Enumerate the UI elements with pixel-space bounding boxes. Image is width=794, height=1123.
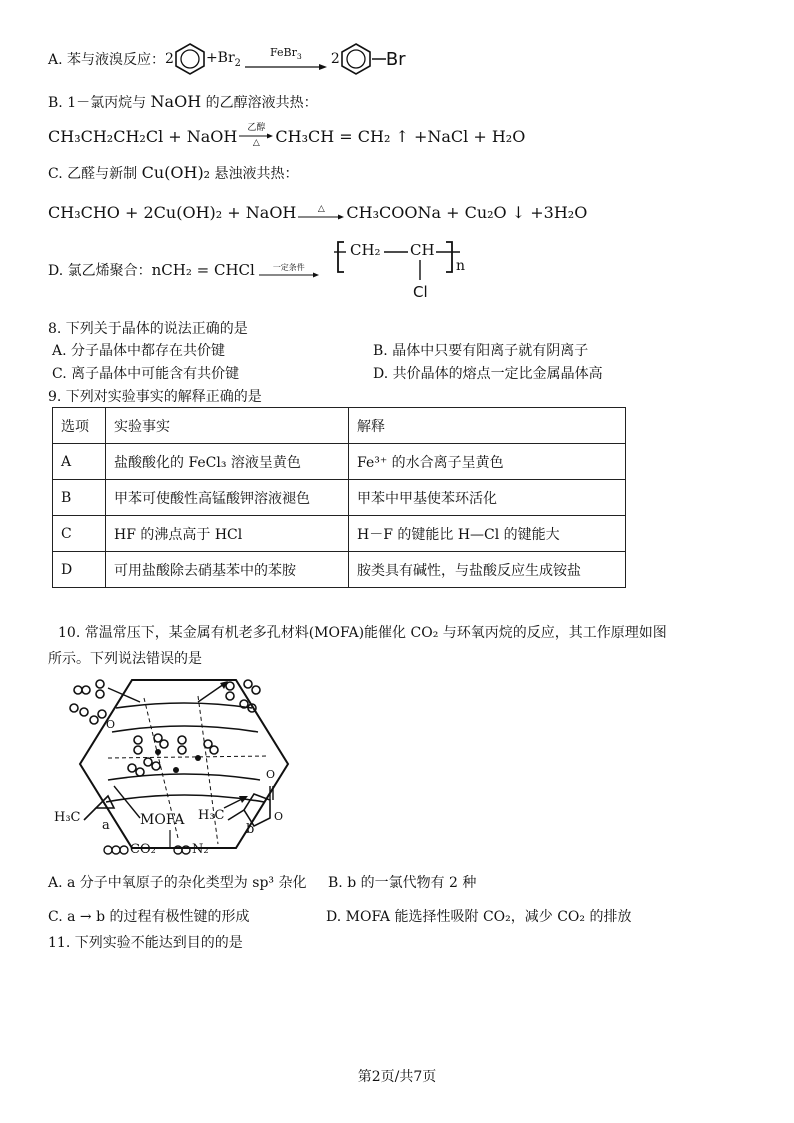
benzene-ring-icon [172, 42, 208, 76]
q7-a-label: A. 苯与液溴反应： [48, 52, 166, 68]
q7-option-b-label: B. 1－氯丙烷与 NaOH 的乙醇溶液共热： [48, 92, 318, 111]
q10-mofa-diagram [48, 668, 348, 872]
q7-d-poly-ch2: CH₂ [350, 241, 381, 259]
diagram-o-ring1: O [266, 768, 276, 781]
q7-d-eq-left: nCH₂ = CHCl [151, 261, 255, 279]
q7-option-a [48, 46, 406, 72]
q8-option-b: B. 晶体中只要有阳离子就有阴离子 [373, 343, 589, 359]
q10-option-d: D. MOFA 能选择性吸附 CO₂，减少 CO₂ 的排放 [326, 909, 632, 925]
q7-a-coef2: 2 [330, 51, 340, 67]
q7-d-poly-n: n [456, 258, 466, 274]
table-row [53, 444, 626, 480]
table-row [53, 516, 626, 552]
q7-a-coef1: 2 [165, 51, 174, 67]
q8-option-c: C. 离子晶体中可能含有共价键 [52, 366, 240, 382]
table-header-cell: 选项 [53, 408, 106, 444]
q10-stem-line2: 所示。下列说法错误的是 [48, 651, 202, 667]
table-cell: B [53, 480, 106, 516]
q8-option-a: A. 分子晶体中都存在共价键 [52, 343, 226, 359]
q11-stem: 11. 下列实验不能达到目的的是 [48, 935, 243, 951]
q8-stem: 8. 下列关于晶体的说法正确的是 [48, 321, 248, 337]
q8-option-d: D. 共价晶体的熔点一定比金属晶体高 [373, 366, 603, 382]
table-cell: 甲苯中甲基使苯环活化 [349, 480, 626, 516]
table-header-cell: 解释 [349, 408, 626, 444]
q7-option-c-equation [48, 198, 587, 226]
table-cell: A [53, 444, 106, 480]
table-row [53, 552, 626, 588]
diagram-o-ring2: O [274, 810, 284, 823]
q10-option-b: B. b 的一氯代物有 2 种 [328, 875, 477, 891]
q7-b-eq-right: CH₃CH = CH₂ ↑ +NaCl + H₂O [275, 126, 526, 146]
bromobenzene-ring-icon [338, 42, 374, 76]
diagram-o-top: O [106, 718, 116, 731]
q10-stem-line1: 10. 常温常压下，某金属有机老多孔材料(MOFA)能催化 CO₂ 与环氧丙烷的反应，其工作原理如图 [58, 625, 667, 641]
q7-option-d [48, 258, 323, 282]
table-cell: Fe³⁺ 的水合离子呈黄色 [349, 444, 626, 480]
page-footer: 第2页/共7页 [357, 1069, 437, 1085]
diagram-mofa-label: MOFA [140, 812, 185, 828]
table-cell: 甲苯可使酸性高锰酸钾溶液褪色 [106, 480, 349, 516]
diagram-h3c-left: H₃C [54, 810, 81, 825]
table-header-row [53, 408, 626, 444]
diagram-label-a: a [102, 818, 110, 833]
table-cell: H－F 的键能比 H—Cl 的键能大 [349, 516, 626, 552]
bond-line-icon [372, 56, 386, 62]
q7-a-br2: $+Br_2$ [205, 49, 241, 69]
table-row [53, 480, 626, 516]
mofa-hexagon-diagram-icon [48, 668, 348, 868]
q9-table [52, 407, 626, 588]
q10-option-c: C. a → b 的过程有极性键的形成 [48, 909, 250, 925]
table-cell: HF 的沸点高于 HCl [106, 516, 349, 552]
q7-d-poly-ch: CH [410, 241, 435, 259]
table-cell: 可用盐酸除去硝基苯中的苯胺 [106, 552, 349, 588]
diagram-h3c-right: H₃C [198, 808, 225, 823]
q7-a-arrow: FeBr$_3$ [245, 47, 327, 70]
q9-stem: 9. 下列对实验事实的解释正确的是 [48, 389, 262, 405]
table-cell: D [53, 552, 106, 588]
q7-c-eq-right: CH₃COONa + Cu₂O ↓ +3H₂O [346, 202, 588, 222]
diagram-label-b: b [246, 822, 255, 837]
q7-b-arrow: 乙醇 △ [239, 124, 273, 148]
q7-option-c-label: C. 乙醛与新制 Cu(OH)₂ 悬浊液共热： [48, 163, 299, 182]
q7-c-arrow: △ [298, 205, 344, 220]
q7-a-br: Br [385, 48, 406, 70]
table-header-cell: 实验事实 [106, 408, 349, 444]
diagram-legend-n2: N₂ [192, 842, 209, 857]
q10-option-a: A. a 分子中氧原子的杂化类型为 sp³ 杂化 [48, 875, 307, 891]
table-cell: 盐酸酸化的 FeCl₃ 溶液呈黄色 [106, 444, 349, 480]
q7-d-arrow: 一定条件 [259, 263, 319, 278]
table-cell: 胺类具有碱性，与盐酸反应生成铵盐 [349, 552, 626, 588]
q7-d-poly-cl: Cl [413, 283, 428, 301]
table-cell: C [53, 516, 106, 552]
q7-option-b-equation [48, 122, 525, 150]
q7-b-eq-left: CH₃CH₂CH₂Cl + NaOH [48, 126, 238, 146]
q7-c-eq-left: CH₃CHO + 2Cu(OH)₂ + NaOH [48, 202, 297, 222]
q7-d-label: D. 氯乙烯聚合： [48, 263, 152, 279]
diagram-legend-co2: CO₂ [130, 842, 156, 857]
